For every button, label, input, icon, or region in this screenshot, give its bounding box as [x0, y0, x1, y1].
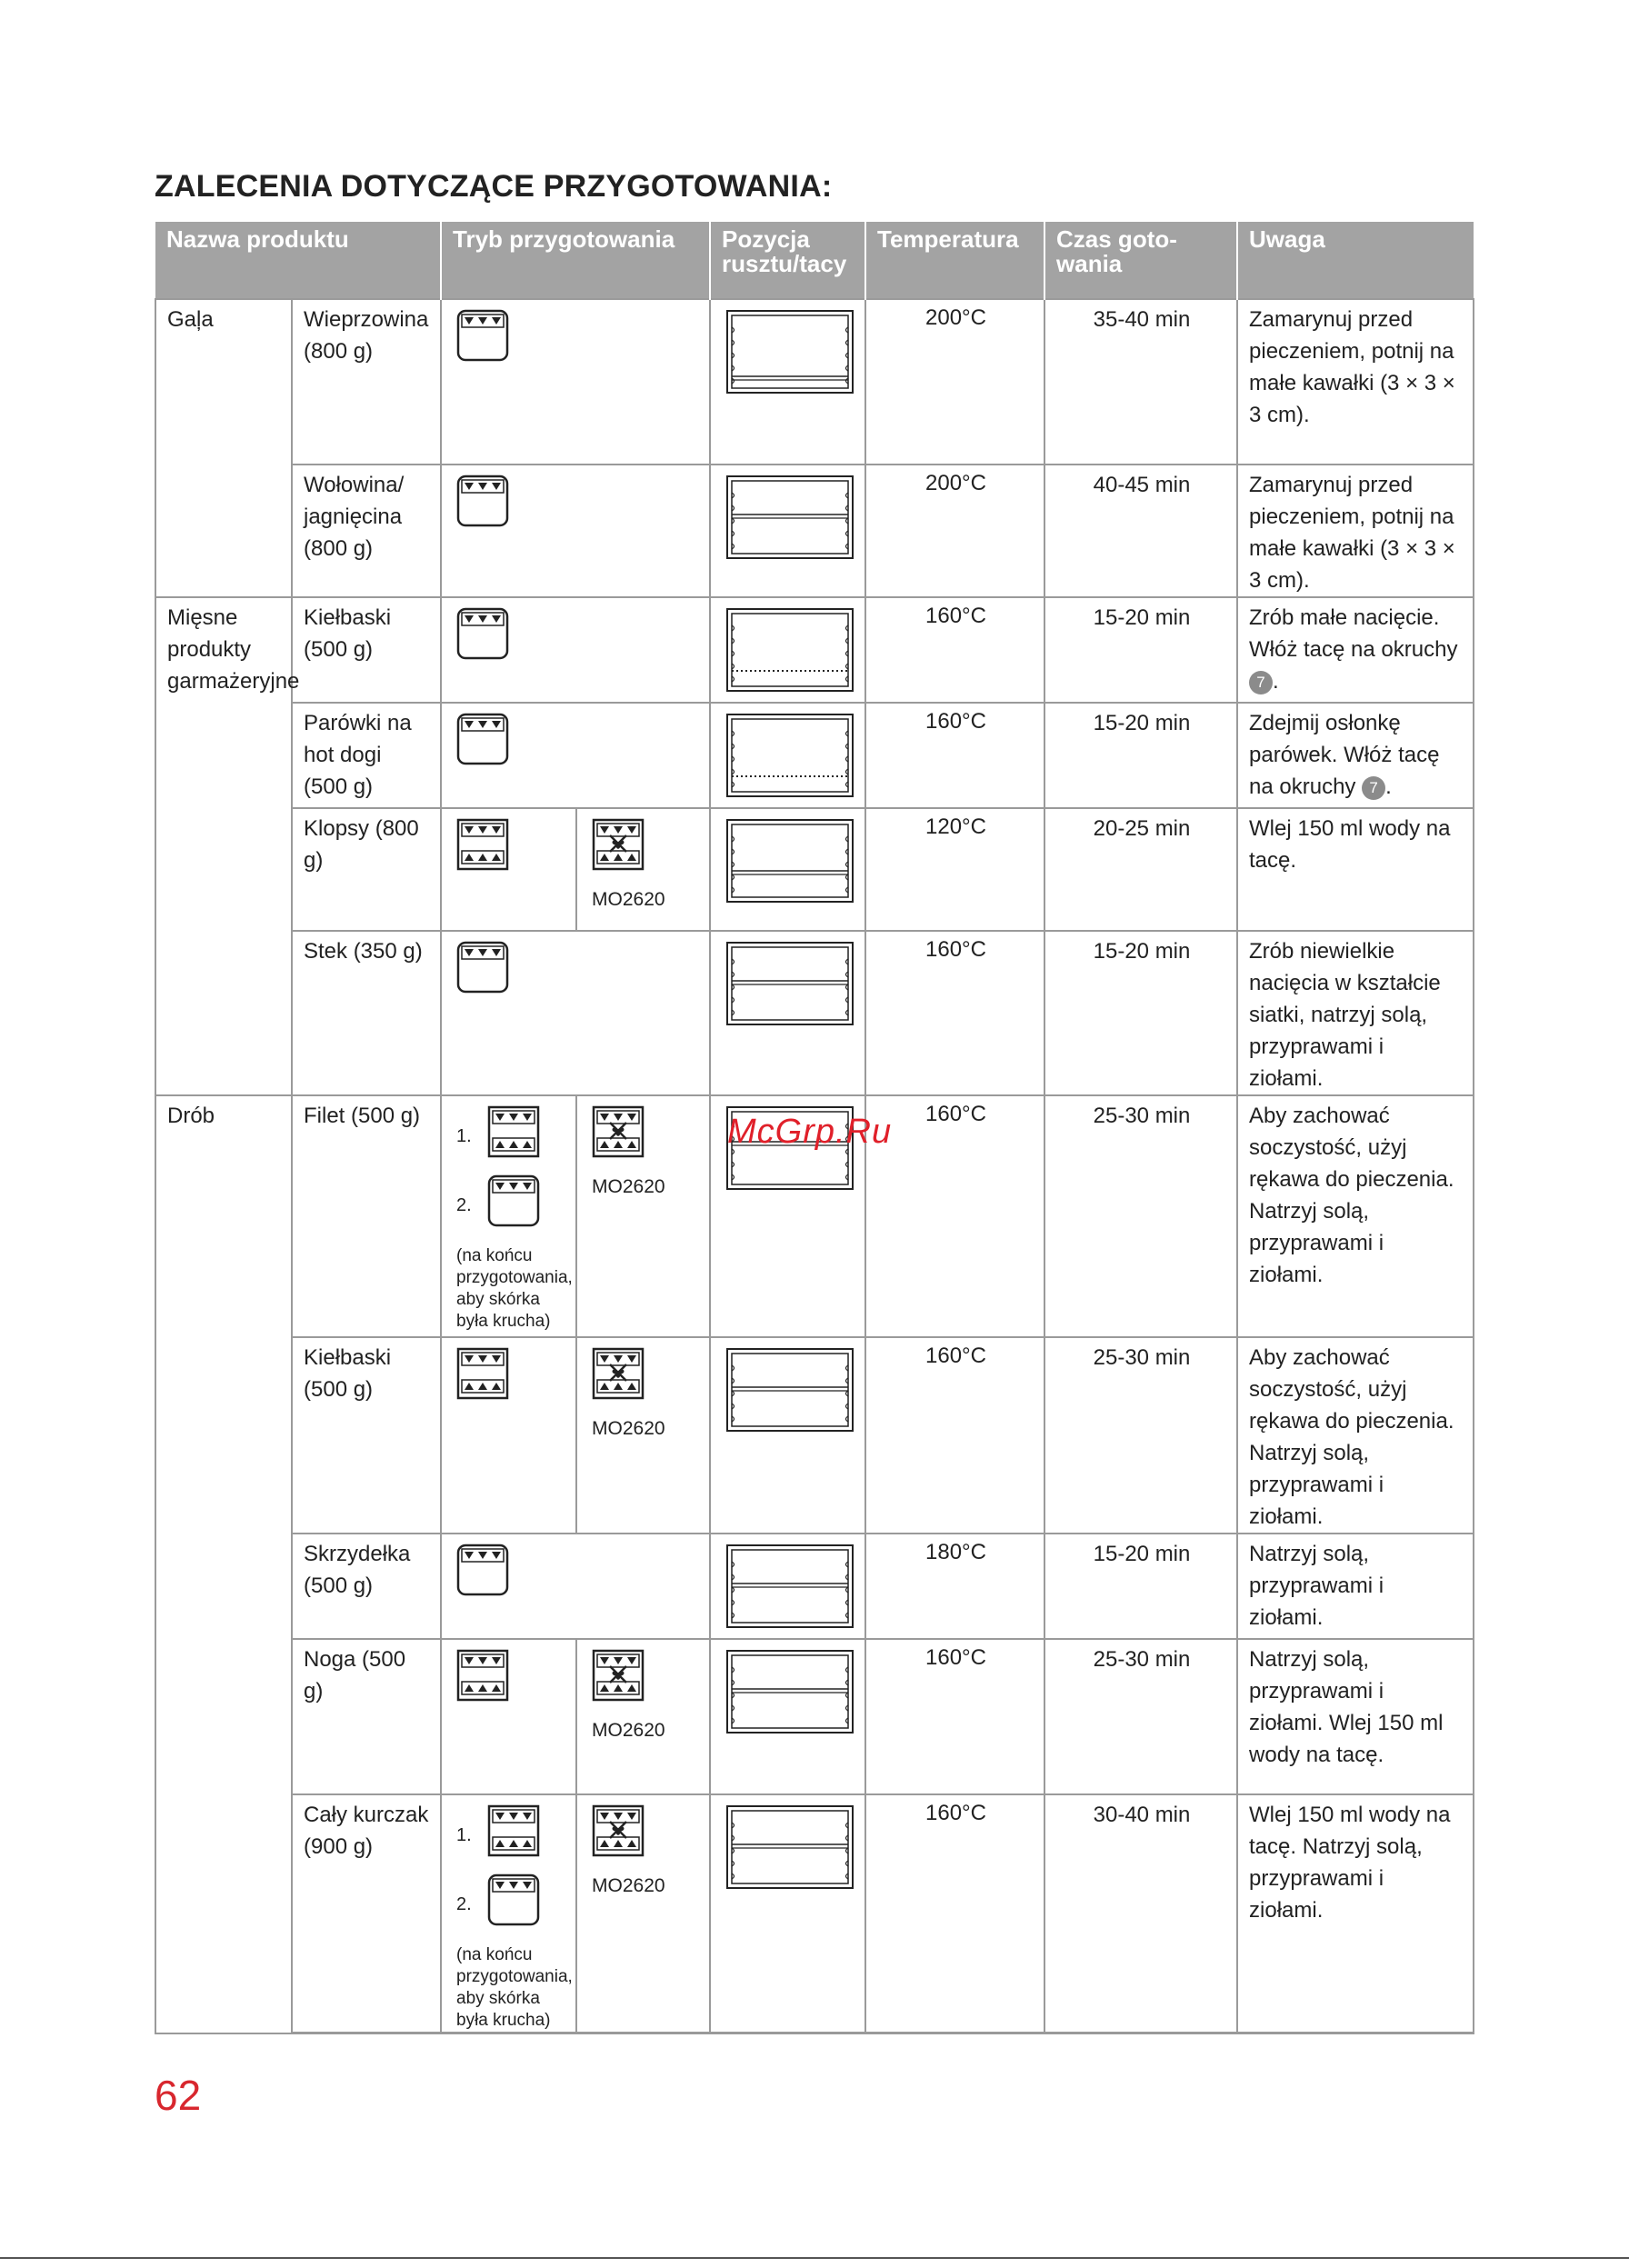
table-row	[155, 1534, 1474, 1639]
rack-position-icon	[725, 1544, 859, 1638]
note: Zamarynuj przed pieczeniem, potnij na małe kawałki (3 × 3 × 3 cm).	[1237, 299, 1474, 465]
model-label: MO2620	[592, 889, 665, 910]
model-label: MO2620	[592, 1875, 665, 1896]
grill-fan-icon	[592, 1683, 645, 1707]
product-name: Cały kurczak (900 g)	[292, 1794, 441, 2033]
footer-divider	[0, 2257, 1629, 2259]
top-grill-icon	[456, 343, 509, 367]
rack-position-icon	[725, 1649, 859, 1743]
note: Natrzyj solą, przyprawami i ziołami. Wlej 150 ml wody na tacę.	[1237, 1639, 1474, 1794]
step-number: 2.	[456, 1893, 472, 1914]
product-name: Klopsy (800 g)	[292, 808, 441, 931]
note: Zrób małe nacięcie. Włóż tacę na okruchy	[1249, 605, 1458, 662]
note: Natrzyj solą, przyprawami i ziołami.	[1237, 1534, 1474, 1639]
temperature: 160°C	[865, 1639, 1044, 1794]
header-time: Czas goto-wania	[1044, 222, 1237, 299]
temperature: 160°C	[865, 597, 1044, 703]
cooking-time: 20-25 min	[1044, 808, 1237, 931]
table-row	[155, 808, 1474, 931]
rack-position-icon	[725, 607, 859, 702]
table-header	[155, 222, 1474, 299]
temperature: 160°C	[865, 703, 1044, 808]
product-name: Stek (350 g)	[292, 931, 441, 1095]
crumb-tray-badge: 7	[1362, 776, 1385, 800]
top-bottom-grill-icon	[456, 1381, 509, 1405]
table-row	[155, 1337, 1474, 1534]
top-bottom-grill-icon	[456, 852, 509, 876]
rack-position-icon	[725, 818, 859, 913]
table-row	[155, 1639, 1474, 1794]
rack-position-icon	[725, 713, 859, 807]
product-name: Kiełbaski (500 g)	[292, 1337, 441, 1534]
top-bottom-grill-icon	[456, 1683, 509, 1707]
header-note: Uwaga	[1237, 222, 1474, 299]
rack-position-icon	[725, 941, 859, 1035]
product-name: Kiełbaski (500 g)	[292, 597, 441, 703]
header-temperature: Temperatura	[865, 222, 1044, 299]
top-bottom-grill-icon	[487, 1105, 540, 1167]
step-number: 1.	[456, 1824, 472, 1845]
step-number: 1.	[456, 1125, 472, 1146]
cooking-time: 35-40 min	[1044, 299, 1237, 465]
table-row	[155, 299, 1474, 465]
top-grill-icon	[456, 1577, 509, 1602]
grill-fan-icon	[592, 852, 645, 876]
top-grill-icon	[487, 1174, 540, 1236]
cooking-time: 30-40 min	[1044, 1794, 1237, 2033]
table-row	[155, 931, 1474, 1095]
cooking-time: 40-45 min	[1044, 465, 1237, 597]
top-grill-icon	[456, 641, 509, 665]
model-label: MO2620	[592, 1720, 665, 1741]
rack-position-icon	[725, 475, 859, 569]
top-grill-icon	[456, 974, 509, 999]
note: Aby zachować soczystość, użyj rękawa do pieczenia. Natrzyj solą, przyprawami i ziołami.	[1237, 1337, 1474, 1534]
crumb-tray-badge: 7	[1249, 671, 1273, 694]
cooking-time: 25-30 min	[1044, 1337, 1237, 1534]
product-name: Noga (500 g)	[292, 1639, 441, 1794]
note: Zdejmij osłonkę parówek. Włóż tacę na okruchy	[1249, 711, 1440, 799]
temperature: 160°C	[865, 1337, 1044, 1534]
note: Aby zachować soczystość, użyj rękawa do pieczenia. Natrzyj solą, przyprawami i ziołami.	[1237, 1095, 1474, 1337]
table-row	[155, 465, 1474, 597]
temperature: 180°C	[865, 1534, 1044, 1639]
note: Zrób niewielkie nacięcia w kształcie siatki, natrzyj solą, przyprawami i ziołami.	[1237, 931, 1474, 1095]
table-row	[155, 597, 1474, 703]
header-mode: Tryb przygotowania	[441, 222, 710, 299]
skin-note: (na końcu przygotowania, aby skórka była krucha)	[456, 1246, 573, 1331]
product-name: Wołowina/ jagnięcina (800 g)	[292, 465, 441, 597]
note: Wlej 150 ml wody na tacę. Natrzyj solą, przyprawami i ziołami.	[1237, 1794, 1474, 2033]
product-name: Skrzydełka (500 g)	[292, 1534, 441, 1639]
top-grill-icon	[456, 508, 509, 533]
group-label: Gaļa	[155, 299, 292, 597]
group-label: Mięsne produkty garmażeryjne	[155, 597, 292, 1095]
table-row	[155, 1794, 1474, 2033]
note: Zamarynuj przed pieczeniem, potnij na małe kawałki (3 × 3 × 3 cm).	[1237, 465, 1474, 597]
temperature: 120°C	[865, 808, 1044, 931]
grill-fan-icon	[592, 1838, 645, 1863]
rack-position-icon	[725, 1804, 859, 1899]
group-label: Drób	[155, 1095, 292, 2033]
step-number: 2.	[456, 1194, 472, 1215]
cooking-time: 25-30 min	[1044, 1095, 1237, 1337]
temperature: 160°C	[865, 931, 1044, 1095]
top-grill-icon	[487, 1873, 540, 1935]
temperature: 200°C	[865, 465, 1044, 597]
table-row	[155, 703, 1474, 808]
cooking-time: 15-20 min	[1044, 931, 1237, 1095]
note-end: .	[1273, 669, 1279, 694]
watermark: McGrp.Ru	[727, 1113, 893, 1151]
rack-position-icon	[725, 1347, 859, 1442]
top-bottom-grill-icon	[487, 1804, 540, 1866]
temperature: 160°C	[865, 1095, 1044, 1337]
rack-position-icon	[725, 309, 859, 404]
note-end: .	[1385, 774, 1392, 799]
cooking-time: 25-30 min	[1044, 1639, 1237, 1794]
model-label: MO2620	[592, 1176, 665, 1197]
cooking-time: 15-20 min	[1044, 1534, 1237, 1639]
skin-note: (na końcu przygotowania, aby skórka była krucha)	[456, 1945, 573, 2030]
temperature: 200°C	[865, 299, 1044, 465]
cooking-time: 15-20 min	[1044, 703, 1237, 808]
product-name: Parówki na hot dogi (500 g)	[292, 703, 441, 808]
temperature: 160°C	[865, 1794, 1044, 2033]
grill-fan-icon	[592, 1139, 645, 1164]
cooking-time: 15-20 min	[1044, 597, 1237, 703]
model-label: MO2620	[592, 1418, 665, 1439]
grill-fan-icon	[592, 1381, 645, 1405]
top-grill-icon	[456, 746, 509, 771]
header-product: Nazwa produktu	[155, 222, 441, 299]
product-name: Wieprzowina (800 g)	[292, 299, 441, 465]
header-position: Pozycja rusztu/tacy	[710, 222, 865, 299]
page-number: 62	[155, 2072, 202, 2119]
product-name: Filet (500 g)	[292, 1095, 441, 1337]
note: Wlej 150 ml wody na tacę.	[1237, 808, 1474, 931]
page-title: ZALECENIA DOTYCZĄCE PRZYGOTOWANIA:	[155, 169, 833, 204]
